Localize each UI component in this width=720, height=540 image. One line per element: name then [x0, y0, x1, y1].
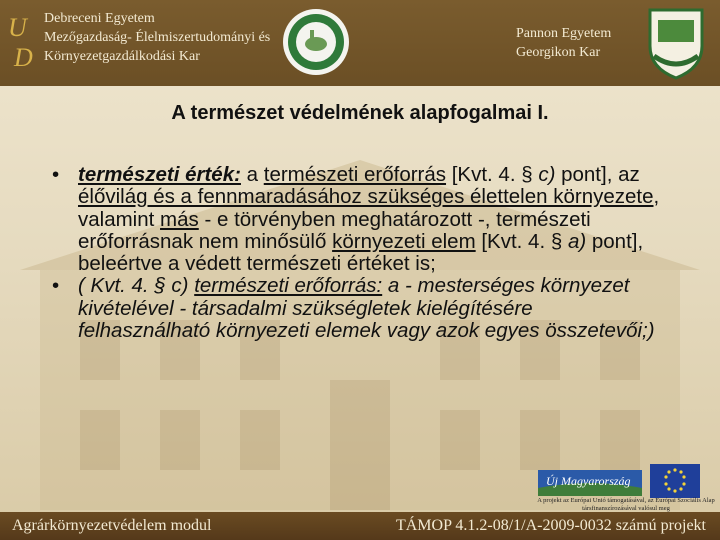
- svg-text:U: U: [8, 13, 27, 42]
- bullet-text-run: élővilág és a fennmaradásához szükséges élettelen környezete: [78, 185, 654, 209]
- bullet-text-run: természeti érték:: [78, 163, 241, 186]
- header-left-institution: [44, 9, 270, 66]
- slide-title: A természet védelmének alapfogalmai I.: [171, 102, 549, 124]
- bullet-text-run: természeti erőforrás:: [194, 274, 383, 298]
- header-band: [0, 0, 720, 86]
- bullet-text-run: természeti erőforrás: [263, 163, 447, 186]
- header-right-line: Pannon Egyetem: [516, 26, 612, 41]
- bullet-text: [78, 274, 655, 342]
- eu-funding-note: A projekt az Európai Unió támogatásával, az Európai Szociális Alap társfinanszírozásával valósul meg: [537, 497, 715, 512]
- bullet-dot-icon: •: [52, 163, 60, 186]
- bullet-text-run: , valamint: [78, 185, 660, 231]
- uj-magyarorszag-logo-icon: [538, 470, 642, 496]
- footer-project-id: TÁMOP 4.1.2-08/1/A-2009-0032 számú projekt: [395, 517, 706, 534]
- faculty-seal-icon: [282, 8, 350, 76]
- bullet-text-run: c): [538, 163, 556, 186]
- bullet-text-run: a: [240, 163, 264, 186]
- footer-band: [0, 512, 720, 540]
- georgikon-shield-logo-icon: [644, 6, 708, 80]
- footer-module-name: Agrárkörnyezetvédelem modul: [12, 517, 212, 534]
- svg-text:D: D: [14, 43, 33, 72]
- bullet-text-run: a): [567, 229, 587, 253]
- svg-text:Új Magyarország: Új Magyarország: [546, 474, 631, 488]
- bullet-text-run: környezeti elem: [332, 229, 476, 253]
- bullet-item: [52, 275, 662, 342]
- bullet-text-run: [Kvt. 4. §: [446, 163, 539, 186]
- header-right-line: Georgikon Kar: [516, 45, 601, 60]
- header-left-line: Debreceni Egyetem: [44, 11, 155, 26]
- eu-flag-icon: [650, 464, 700, 498]
- header-left-line: Mezőgazdaság- Élelmiszertudományi és: [44, 30, 271, 45]
- bullet-dot-icon: •: [52, 274, 60, 298]
- header-left-line: Környezetgazdálkodási Kar: [44, 49, 200, 64]
- bullet-text-run: a - mesterséges környezet kivételével - társadalmi szükségletek kielégítésére felhasználható környezeti elemek vagy azok egyes összetevői;): [78, 274, 655, 343]
- bullet-text-run: [Kvt. 4. §: [475, 229, 568, 253]
- bullet-text: [78, 163, 659, 275]
- bullet-text-run: más: [160, 207, 199, 231]
- bullet-item: [52, 164, 662, 275]
- bullet-text-run: pont], az: [555, 163, 640, 186]
- bullet-list: [52, 164, 662, 342]
- bullet-text-run: ( Kvt. 4. § c): [78, 274, 195, 298]
- debrecen-university-logo-icon: [6, 10, 40, 72]
- header-right-institution: [516, 24, 611, 62]
- bullet-text-run: pont], beleértve a védett természeti értéket is;: [78, 229, 644, 276]
- bullet-text-run: - e törvényben meghatározott -, természeti erőforrásnak nem minősülő: [78, 207, 591, 253]
